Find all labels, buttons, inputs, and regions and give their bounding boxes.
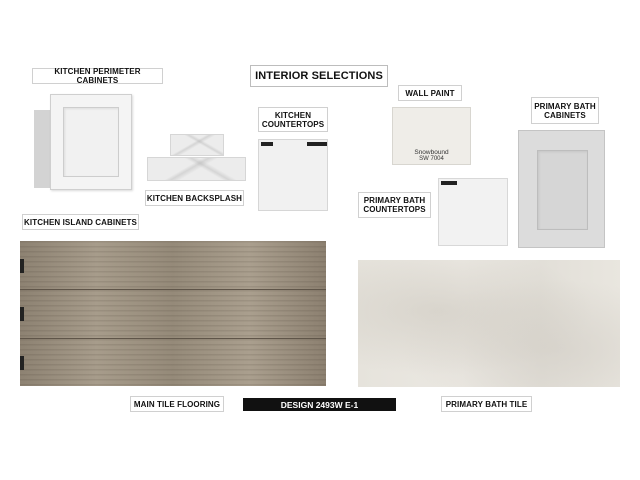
primary-bath-cabinets-label: PRIMARY BATH CABINETS [531, 97, 599, 124]
kitchen-backsplash-tile-top [170, 134, 224, 156]
primary-bath-tile-swatch [358, 260, 620, 387]
primary-bath-cabinet-door-swatch [518, 130, 605, 248]
kitchen-perimeter-cabinet-door-swatch [50, 94, 132, 190]
page-title: INTERIOR SELECTIONS [250, 65, 388, 87]
sample-tag-right [307, 142, 327, 146]
kitchen-perimeter-cabinets-label: KITCHEN PERIMETER CABINETS [32, 68, 163, 84]
kitchen-countertop-swatch [258, 139, 328, 211]
paint-name: Snowbound [414, 149, 449, 156]
primary-bath-tile-label: PRIMARY BATH TILE [441, 396, 532, 412]
wall-paint-label: WALL PAINT [398, 85, 462, 101]
floor-plank-1 [20, 241, 326, 290]
kitchen-backsplash-label: KITCHEN BACKSPLASH [145, 190, 244, 206]
kitchen-island-cabinets-label: KITCHEN ISLAND CABINETS [22, 214, 139, 230]
kitchen-countertops-label: KITCHEN COUNTERTOPS [258, 107, 328, 132]
main-tile-flooring-label: MAIN TILE FLOORING [130, 396, 224, 412]
design-code-banner: DESIGN 2493W E-1 [243, 398, 396, 411]
plank-tag-2 [20, 307, 24, 321]
wall-paint-swatch [392, 107, 471, 165]
primary-bath-countertops-label: PRIMARY BATH COUNTERTOPS [358, 192, 431, 218]
primary-bath-countertop-swatch [438, 178, 508, 246]
sample-tag [441, 181, 457, 185]
paint-code: SW 7004 [419, 156, 444, 162]
floor-plank-2 [20, 290, 326, 339]
plank-tag-3 [20, 356, 24, 370]
door-recessed-panel [63, 107, 119, 177]
sample-tag-left [261, 142, 273, 146]
door-recessed-panel [537, 150, 588, 230]
main-tile-flooring-swatch [20, 241, 326, 386]
floor-plank-3 [20, 339, 326, 386]
plank-tag-1 [20, 259, 24, 273]
kitchen-backsplash-tile-bottom [147, 157, 246, 181]
